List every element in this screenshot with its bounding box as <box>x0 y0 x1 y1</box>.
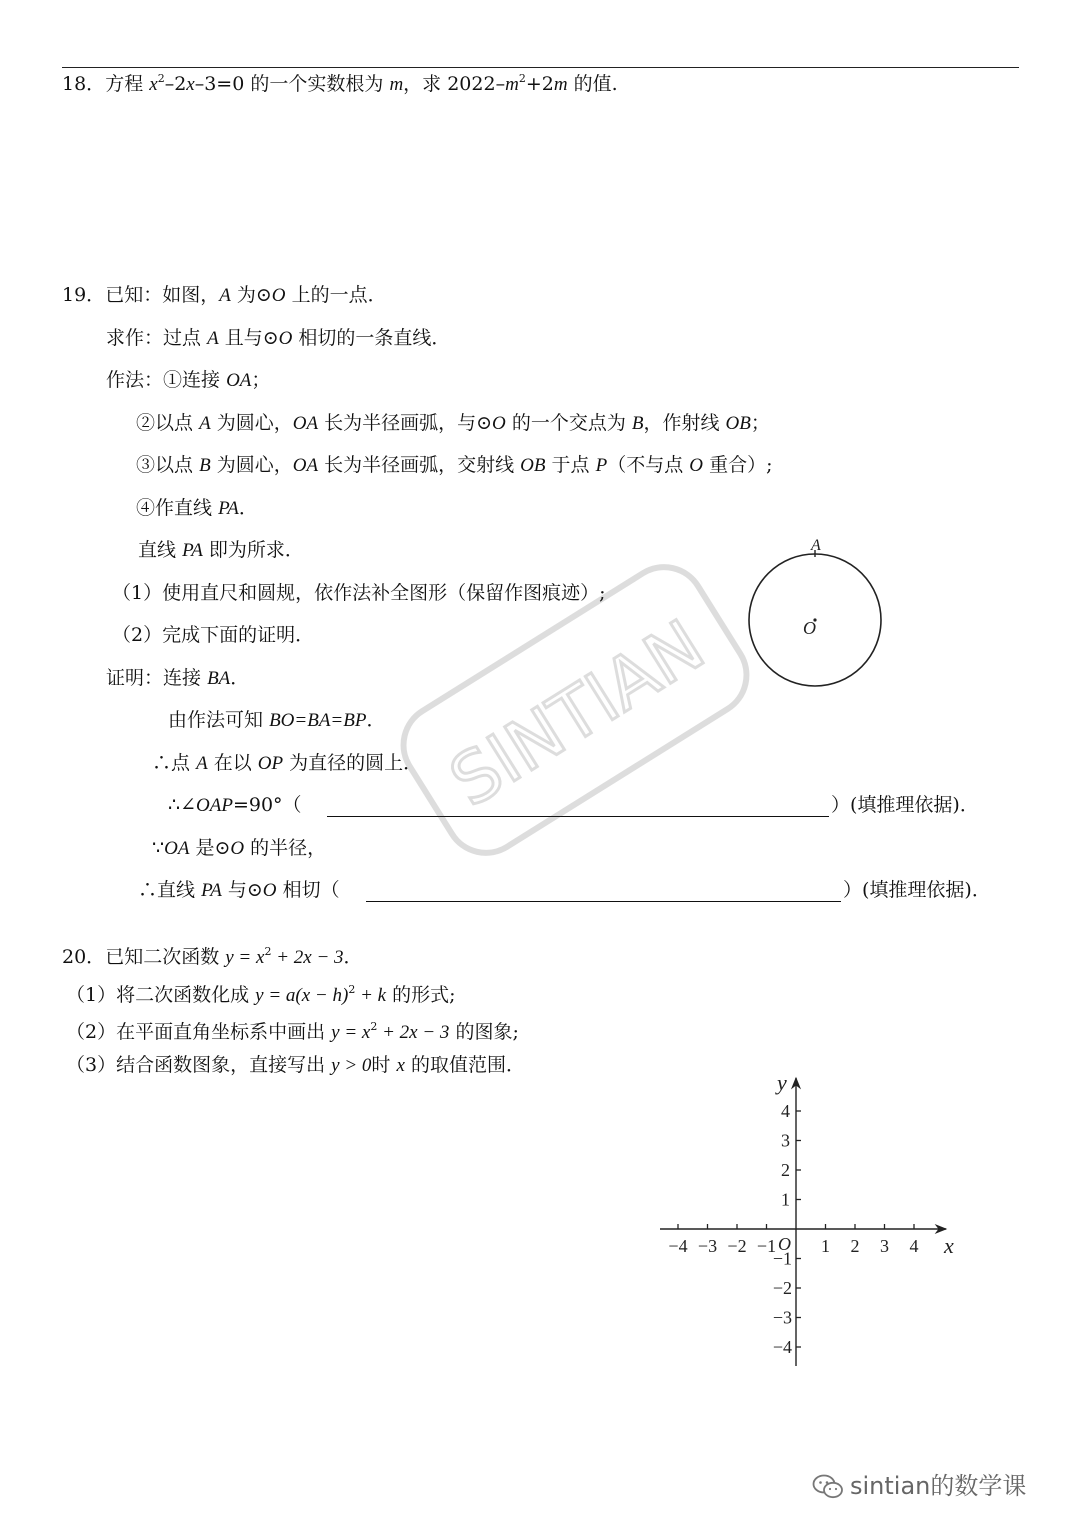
x-tick-label: 4 <box>909 1236 919 1256</box>
q19-part2: （2）完成下面的证明． <box>112 624 315 646</box>
blank-reason-2[interactable] <box>366 901 841 902</box>
q19-proof-start: 证明：连接 BA． <box>106 667 250 689</box>
q19-task: 求作：过点 A 且与⊙O 相切的一条直线． <box>106 327 451 349</box>
x-tick-label: −2 <box>727 1236 747 1256</box>
x-tick-label: −3 <box>697 1236 718 1256</box>
wechat-icon <box>812 1473 844 1501</box>
q20-intro: 20．已知二次函数 $y = x^2 + 2x - 3$． <box>62 945 363 968</box>
top-rule <box>62 67 1019 68</box>
x-tick-label: 3 <box>880 1236 889 1256</box>
footer-text: sintian的数学课 <box>850 1472 1027 1500</box>
blank-reason-1[interactable] <box>327 816 829 817</box>
footer-brand <box>812 1466 1026 1501</box>
q19-step4: ④作直线 PA． <box>136 497 258 519</box>
q19-step2: ②以点 A 为圆心，OA 长为半径画弧，与⊙O 的一个交点为 B，作射线 OB； <box>136 412 770 434</box>
q19-proof-line2: ∴点 A 在以 OP 为直径的圆上． <box>152 752 423 774</box>
q19-proof-line1: 由作法可知 BO=BA=BP． <box>168 709 386 731</box>
q20-part1: （1）将二次函数化成 $y = a(x - h)^2 + k$ 的形式; <box>66 983 456 1006</box>
q19-proof-line3: ∴∠OAP=90°（ <box>168 794 302 816</box>
label-a: A <box>811 537 821 554</box>
x-tick-label: 1 <box>821 1236 830 1256</box>
origin-label: O <box>778 1234 791 1254</box>
watermark-frame <box>388 560 761 860</box>
circle-figure <box>730 530 900 700</box>
watermark-text: SINTIAN <box>436 604 719 823</box>
x-axis-label: x <box>944 1233 954 1258</box>
y-tick-label: 3 <box>781 1130 790 1151</box>
y-tick-label: 4 <box>781 1101 790 1121</box>
coordinate-plane <box>650 1068 980 1378</box>
y-tick-label: −4 <box>772 1337 792 1357</box>
x-tick-label: 2 <box>850 1236 860 1256</box>
y-tick-label: −1 <box>772 1248 792 1269</box>
q19-step3: ③以点 B 为圆心，OA 长为半径画弧，交射线 OB 于点 P（不与点 O 重合）; <box>136 454 773 476</box>
q19-result: 直线 PA 即为所求． <box>138 539 304 561</box>
q20-number: 20． <box>62 946 106 968</box>
q20-part3: （3）结合函数图象，直接写出 y > 0时 x 的取值范围． <box>66 1054 525 1076</box>
q18-number: 18． <box>62 73 106 95</box>
x-tick-label: −1 <box>756 1236 777 1256</box>
x-tick-label: −4 <box>668 1236 688 1256</box>
q19-proof-line5: ∴直线 PA 与⊙O 相切（ <box>138 879 340 901</box>
y-tick-label: 2 <box>781 1160 790 1180</box>
q19-proof-line4: ∵OA 是⊙O 的半径， <box>152 837 327 859</box>
q20-part2: （2）在平面直角坐标系中画出 $y = x^2 + 2x - 3$ 的图象; <box>66 1020 519 1043</box>
q19-proof-line5-tail: ）(填推理依据)． <box>843 879 991 901</box>
q19-number: 19． <box>62 284 106 306</box>
q19-step1: 作法：①连接 OA； <box>106 369 271 391</box>
y-axis-label: y <box>777 1070 787 1095</box>
q19-given: 19．已知：如图，A 为⊙O 上的一点． <box>62 284 387 306</box>
y-tick-label: −2 <box>772 1278 792 1298</box>
q19-proof-line3-tail: ）(填推理依据)． <box>831 794 979 816</box>
label-o: O <box>803 618 816 638</box>
watermark <box>380 560 770 860</box>
y-tick-label: 1 <box>781 1189 790 1210</box>
q19-part1: （1）使用直尺和圆规，依作法补全图形（保留作图痕迹）; <box>112 582 606 604</box>
y-tick-label: −3 <box>772 1307 792 1328</box>
question-18: 18．方程 $x^2-2x-3=0$ 的一个实数根为 m，求 $2022-m^2+2m$ 的值. <box>62 72 618 95</box>
